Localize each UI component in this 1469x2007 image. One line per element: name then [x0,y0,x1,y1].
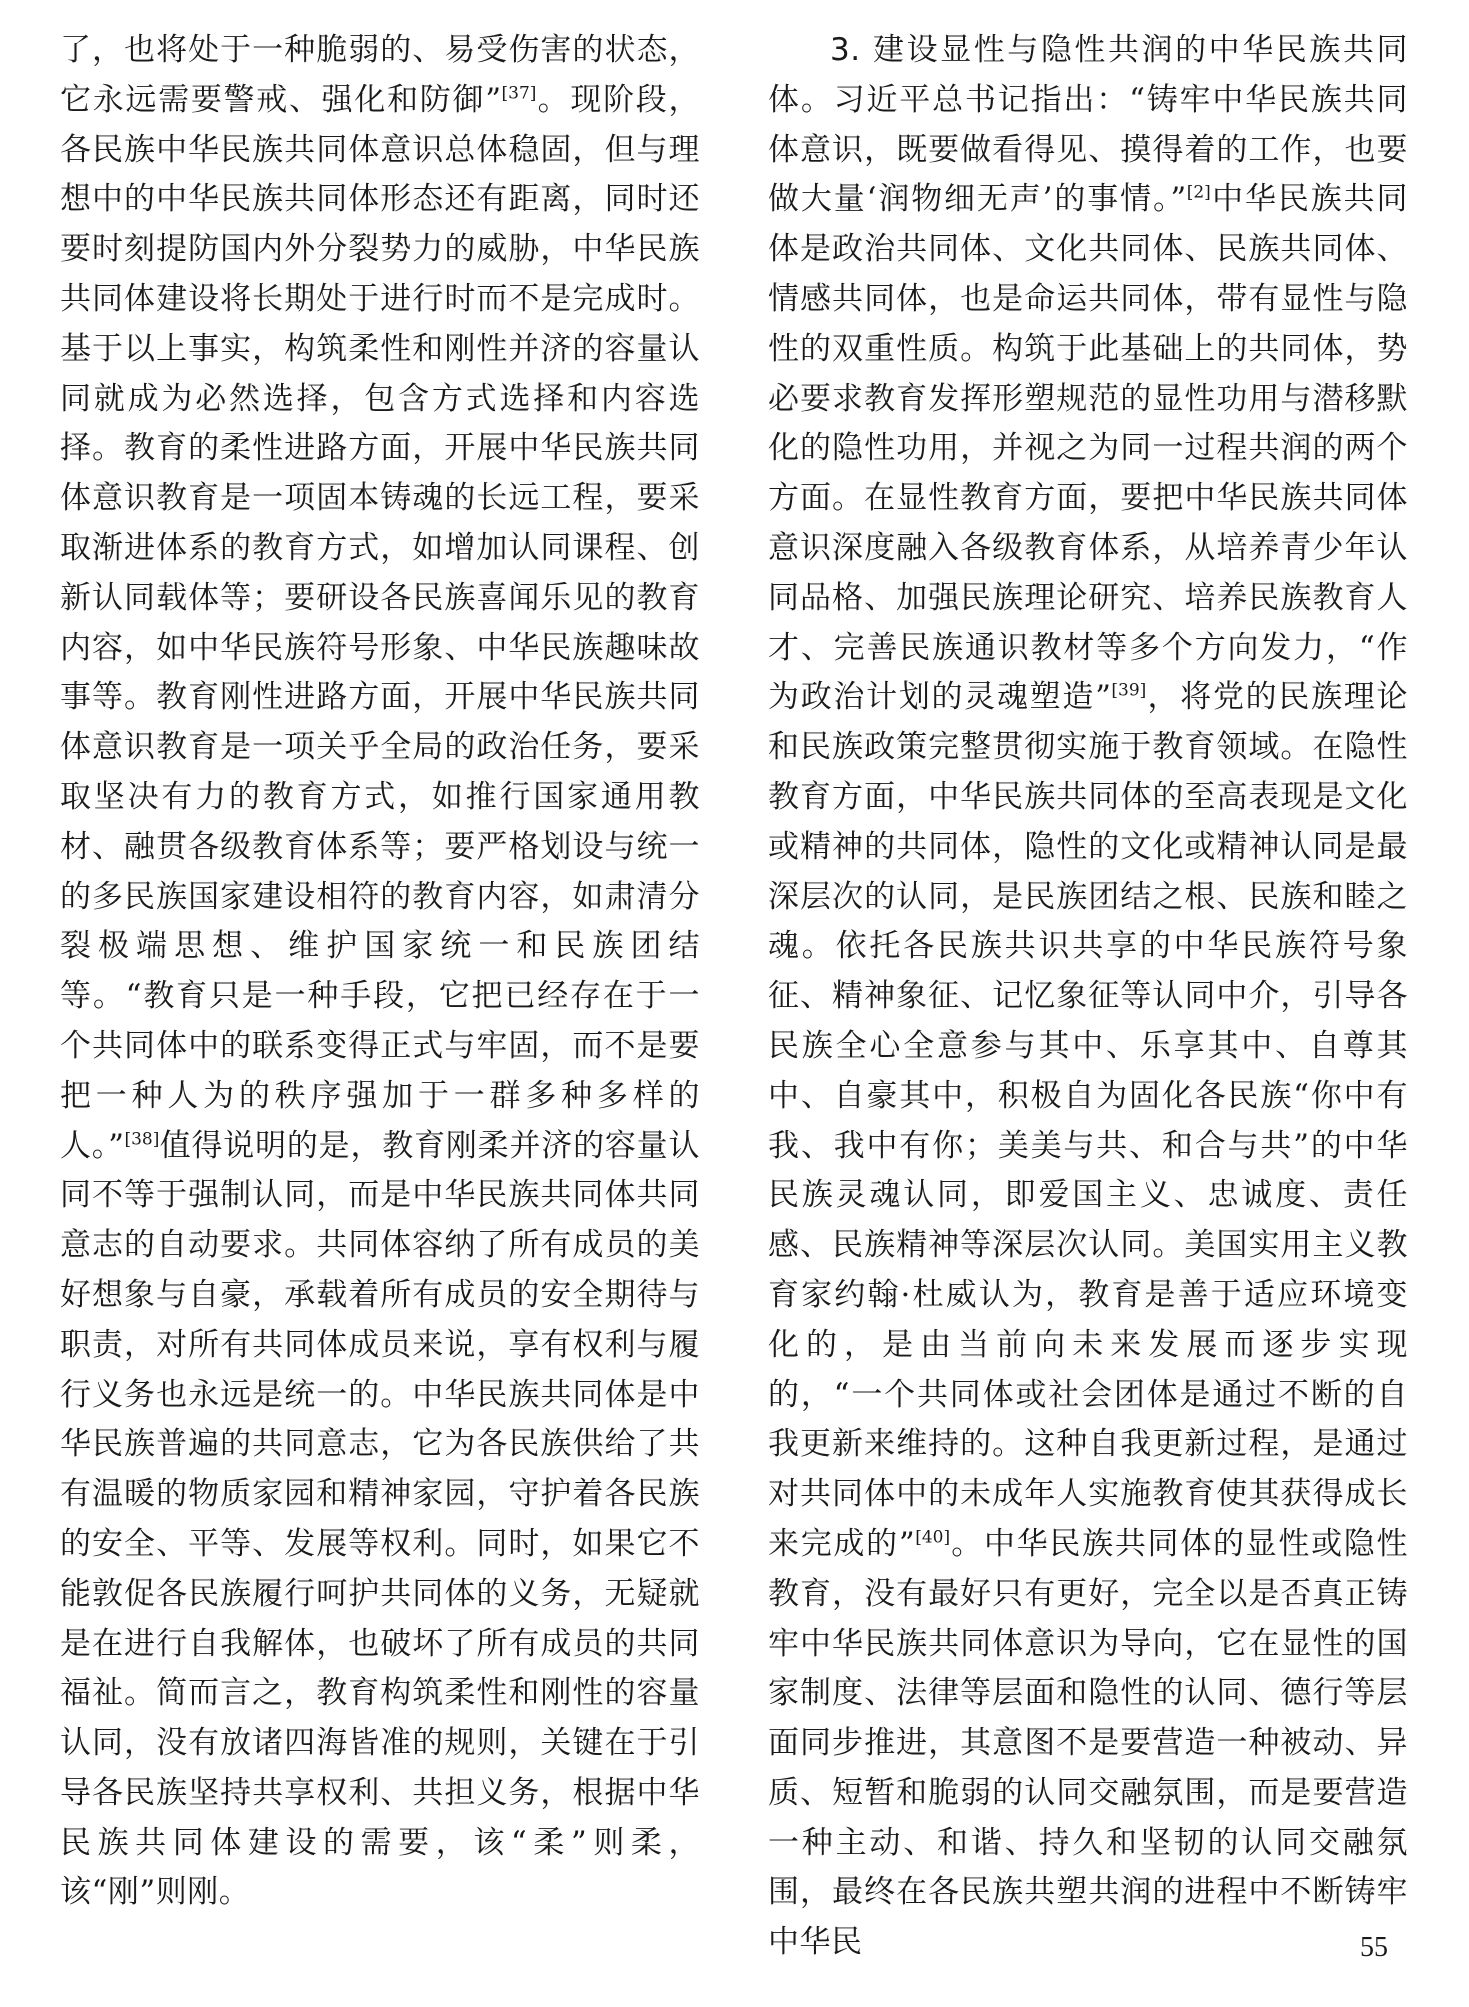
citation-37: [37] [501,83,537,104]
right-text-1: 习近平总书记指出：“铸牢中华民族共同体意识，既要做看得见、摸得着的工作，也要做大量‘润物细无声’的事情。” [768,81,1408,218]
left-text-3: 值得说明的是，教育刚柔并济的容量认同不等于强制认同，而是中华民族共同体共同意志的自动要求。共同体容纳了所有成员的美好想象与自豪，承载着所有成员的安全期待与职责，对所有共同体成员来说，享有权利与履行义务也永远是统一的。中华民族共同体是中华民族普遍的共同意志，它为各民族供给了共有温暖的物质家园和精神家园，守护着各民族的安全、平等、发展等权利。同时，如果它不能敦促各民族履行呵护共同体的义务，无疑就是在进行自我解体，也破坏了所有成员的共同福祉。简而言之，教育构筑柔性和刚性的容量认同，没有放诸四海皆准的规则，关键在于引导各民族坚持共享权利、共担义务，根据中华民族共同体建设的需要，该“柔”则柔，该“刚”则刚。 [60,1127,700,1911]
right-text-2: 中华民族共同体是政治共同体、文化共同体、民族共同体、情感共同体，也是命运共同体，带有显性与隐性的双重性质。构筑于此基础上的共同体，势必要求教育发挥形塑规范的显性功用与潜移默化的隐性功用，并视之为同一过程共润的两个方面。在显性教育方面，要把中华民族共同体意识深度融入各级教育体系，从培养青少年认同品格、加强民族理论研究、培养民族教育人才、完善民族通识教材等多个方向发力，“作为政治计划的灵魂塑造” [768,181,1408,716]
citation-38: [38] [124,1129,160,1150]
right-paragraph [768,26,1408,1968]
citation-2: [2] [1186,183,1211,204]
left-column [60,26,700,1918]
section-heading: 3. 建设显性与隐性共润的中华民族共同体。 [768,32,1408,118]
right-column [768,26,1408,1968]
left-text-2: 。现阶段，各民族中华民族共同体意识总体稳固，但与理想中的中华民族共同体形态还有距离，同时还要时刻提防国内外分裂势力的威胁，中华民族共同体建设将长期处于进行时而不是完成时。基于以上事实，构筑柔性和刚性并济的容量认同就成为必然选择，包含方式选择和内容选择。教育的柔性进路方面，开展中华民族共同体意识教育是一项固本铸魂的长远工程，要采取渐进体系的教育方式，如增加认同课程、创新认同载体等；要研设各民族喜闻乐见的教育内容，如中华民族符号形象、中华民族趣味故事等。教育刚性进路方面，开展中华民族共同体意识教育是一项关乎全局的政治任务，要采取坚决有力的教育方式，如推行国家通用教材、融贯各级教育体系等；要严格划设与统一的多民族国家建设相符的教育内容，如肃清分裂极端思想、维护国家统一和民族团结等。“教育只是一种手段，它把已经存在于一个共同体中的联系变得正式与牢固，而不是要把一种人为的秩序强加于一群多种多样的人。” [60,81,700,1164]
left-paragraph [60,26,700,1918]
right-text-3: ，将党的民族理论和民族政策完整贯彻实施于教育领域。在隐性教育方面，中华民族共同体的至高表现是文化或精神的共同体，隐性的文化或精神认同是最深层次的认同，是民族团结之根、民族和睦之魂。依托各民族共识共享的中华民族符号象征、精神象征、记忆象征等认同中介，引导各民族全心全意参与其中、乐享其中、自尊其中、自豪其中，积极自为固化各民族“你中有我、我中有你；美美与共、和合与共”的中华民族灵魂认同，即爱国主义、忠诚度、责任感、民族精神等深层次认同。美国实用主义教育家约翰·杜威认为，教育是善于适应环境变化的，是由当前向未来发展而逐步实现的，“一个共同体或社会团体是通过不断的自我更新来维持的。这种自我更新过程，是通过对共同体中的未成年人实施教育使其获得成长来完成的” [768,679,1408,1562]
left-text-1: 了，也将处于一种脆弱的、易受伤害的状态，它永远需要警戒、强化和防御” [60,32,700,118]
citation-40: [40] [915,1527,951,1548]
page-number: 55 [1360,1932,1388,1963]
citation-39: [39] [1111,681,1147,702]
right-text-4: 。中华民族共同体的显性或隐性教育，没有最好只有更好，完全以是否真正铸牢中华民族共同体意识为导向，它在显性的国家制度、法律等层面和隐性的认同、德行等层面同步推进，其意图不是要营造一种被动、异质、短暂和脆弱的认同交融氛围，而是要营造一种主动、和谐、持久和坚韧的认同交融氛围，最终在各民族共塑共润的进程中不断铸牢中华民 [768,1525,1408,1961]
